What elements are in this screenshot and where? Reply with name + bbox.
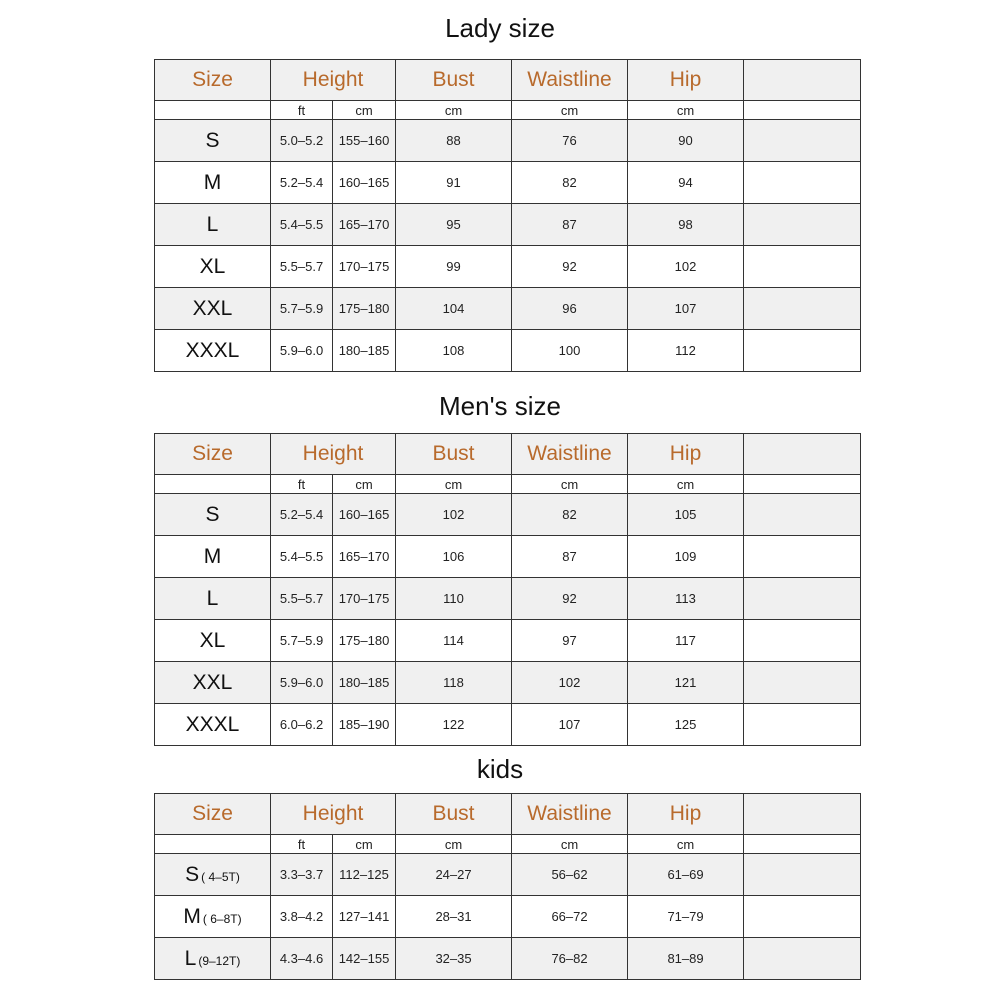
- height-ft-cell: 3.3–3.7: [271, 854, 333, 896]
- table-row: [155, 494, 861, 536]
- waist-unit: cm: [512, 835, 628, 854]
- size-unit-cell: [155, 475, 271, 494]
- size-label: XXL: [192, 296, 233, 320]
- height-ft-cell: 3.8–4.2: [271, 896, 333, 938]
- table-row: [155, 620, 861, 662]
- blank-unit-cell: [744, 835, 861, 854]
- bust-header: Bust: [396, 60, 512, 101]
- size-cell: [155, 120, 271, 162]
- lady-size-table: [154, 59, 861, 372]
- hip-cell: 98: [628, 204, 744, 246]
- size-label: XXL: [192, 670, 233, 694]
- hip-cell: 109: [628, 536, 744, 578]
- ft-unit: ft: [271, 475, 333, 494]
- waist-cell: 76–82: [512, 938, 628, 980]
- height-ft-cell: 5.5–5.7: [271, 246, 333, 288]
- waist-cell: 82: [512, 494, 628, 536]
- size-cell: [155, 330, 271, 372]
- size-cell: [155, 246, 271, 288]
- table-row: [155, 938, 861, 980]
- size-label: XL: [199, 628, 226, 652]
- hip-cell: 102: [628, 246, 744, 288]
- unit-row: [155, 475, 861, 494]
- height-cm-cell: 185–190: [333, 704, 396, 746]
- hip-cell: 112: [628, 330, 744, 372]
- height-cm-cell: 165–170: [333, 204, 396, 246]
- unit-row: [155, 835, 861, 854]
- size-cell: [155, 662, 271, 704]
- hip-header: Hip: [628, 794, 744, 835]
- waist-cell: 82: [512, 162, 628, 204]
- bust-cell: 28–31: [396, 896, 512, 938]
- size-header: Size: [155, 60, 271, 101]
- cm-unit: cm: [333, 835, 396, 854]
- table-row: [155, 536, 861, 578]
- hip-unit: cm: [628, 101, 744, 120]
- height-cm-cell: 160–165: [333, 494, 396, 536]
- blank-cell: [744, 330, 861, 372]
- waist-cell: 102: [512, 662, 628, 704]
- bust-cell: 106: [396, 536, 512, 578]
- blank-cell: [744, 494, 861, 536]
- size-unit-cell: [155, 835, 271, 854]
- height-header: Height: [271, 794, 396, 835]
- blank-unit-cell: [744, 475, 861, 494]
- size-cell: [155, 620, 271, 662]
- size-label: L: [206, 212, 219, 236]
- blank-cell: [744, 662, 861, 704]
- size-label: S: [205, 128, 220, 152]
- bust-cell: 108: [396, 330, 512, 372]
- blank-cell: [744, 578, 861, 620]
- height-cm-cell: 180–185: [333, 330, 396, 372]
- height-cm-cell: 160–165: [333, 162, 396, 204]
- blank-cell: [744, 162, 861, 204]
- height-ft-cell: 5.5–5.7: [271, 578, 333, 620]
- size-label: L: [184, 946, 197, 970]
- height-ft-cell: 5.7–5.9: [271, 288, 333, 330]
- blank-header-cell: [744, 794, 861, 835]
- size-label: L: [206, 586, 219, 610]
- size-cell: [155, 578, 271, 620]
- mens-size-table: [154, 433, 861, 746]
- hip-header: Hip: [628, 434, 744, 475]
- bust-unit: cm: [396, 475, 512, 494]
- height-ft-cell: 6.0–6.2: [271, 704, 333, 746]
- waist-cell: 76: [512, 120, 628, 162]
- hip-cell: 113: [628, 578, 744, 620]
- waist-unit: cm: [512, 475, 628, 494]
- hip-cell: 117: [628, 620, 744, 662]
- height-cm-cell: 142–155: [333, 938, 396, 980]
- height-ft-cell: 5.4–5.5: [271, 204, 333, 246]
- size-label: M: [203, 170, 222, 194]
- height-ft-cell: 5.9–6.0: [271, 662, 333, 704]
- height-cm-cell: 175–180: [333, 620, 396, 662]
- height-ft-cell: 5.2–5.4: [271, 494, 333, 536]
- cm-unit: cm: [333, 101, 396, 120]
- bust-cell: 91: [396, 162, 512, 204]
- age-range-label: ( 6–8T): [202, 911, 242, 926]
- bust-cell: 114: [396, 620, 512, 662]
- hip-cell: 61–69: [628, 854, 744, 896]
- age-range-label: (9–12T): [198, 953, 241, 968]
- waist-cell: 66–72: [512, 896, 628, 938]
- size-cell: [155, 854, 271, 896]
- height-cm-cell: 127–141: [333, 896, 396, 938]
- hip-cell: 71–79: [628, 896, 744, 938]
- blank-header-cell: [744, 434, 861, 475]
- table-row: [155, 704, 861, 746]
- table-row: [155, 896, 861, 938]
- bust-cell: 99: [396, 246, 512, 288]
- waist-cell: 92: [512, 578, 628, 620]
- table-row: [155, 662, 861, 704]
- height-ft-cell: 5.4–5.5: [271, 536, 333, 578]
- height-header: Height: [271, 60, 396, 101]
- blank-cell: [744, 120, 861, 162]
- waist-cell: 96: [512, 288, 628, 330]
- height-cm-cell: 170–175: [333, 246, 396, 288]
- height-cm-cell: 170–175: [333, 578, 396, 620]
- hip-header: Hip: [628, 60, 744, 101]
- blank-cell: [744, 204, 861, 246]
- blank-cell: [744, 704, 861, 746]
- ft-unit: ft: [271, 835, 333, 854]
- bust-cell: 102: [396, 494, 512, 536]
- kids-size-table: [154, 793, 861, 980]
- height-ft-cell: 4.3–4.6: [271, 938, 333, 980]
- header-row: [155, 60, 861, 101]
- waistline-header: Waistline: [512, 60, 628, 101]
- waist-cell: 87: [512, 204, 628, 246]
- waist-unit: cm: [512, 101, 628, 120]
- blank-cell: [744, 854, 861, 896]
- ft-unit: ft: [271, 101, 333, 120]
- height-cm-cell: 180–185: [333, 662, 396, 704]
- lady-size-title: Lady size: [445, 13, 555, 43]
- height-ft-cell: 5.0–5.2: [271, 120, 333, 162]
- hip-cell: 105: [628, 494, 744, 536]
- blank-cell: [744, 288, 861, 330]
- bust-cell: 104: [396, 288, 512, 330]
- height-ft-cell: 5.7–5.9: [271, 620, 333, 662]
- size-header: Size: [155, 434, 271, 475]
- waist-cell: 100: [512, 330, 628, 372]
- size-header: Size: [155, 794, 271, 835]
- blank-cell: [744, 536, 861, 578]
- bust-cell: 24–27: [396, 854, 512, 896]
- height-cm-cell: 175–180: [333, 288, 396, 330]
- header-row: [155, 434, 861, 475]
- size-cell: [155, 204, 271, 246]
- size-cell: [155, 494, 271, 536]
- kids-size-title: kids: [476, 754, 524, 784]
- table-row: [155, 330, 861, 372]
- hip-cell: 125: [628, 704, 744, 746]
- waistline-header: Waistline: [512, 434, 628, 475]
- height-cm-cell: 165–170: [333, 536, 396, 578]
- waist-cell: 97: [512, 620, 628, 662]
- size-label: XXXL: [185, 338, 240, 362]
- bust-unit: cm: [396, 101, 512, 120]
- bust-cell: 118: [396, 662, 512, 704]
- waist-cell: 92: [512, 246, 628, 288]
- hip-cell: 94: [628, 162, 744, 204]
- table-row: [155, 578, 861, 620]
- blank-cell: [744, 246, 861, 288]
- cm-unit: cm: [333, 475, 396, 494]
- size-label: XL: [199, 254, 226, 278]
- table-row: [155, 288, 861, 330]
- blank-cell: [744, 938, 861, 980]
- header-row: [155, 794, 861, 835]
- height-cm-cell: 112–125: [333, 854, 396, 896]
- bust-cell: 122: [396, 704, 512, 746]
- waistline-header: Waistline: [512, 794, 628, 835]
- size-label: S: [205, 502, 220, 526]
- size-label: M: [203, 544, 222, 568]
- size-cell: [155, 704, 271, 746]
- age-range-label: ( 4–5T): [201, 869, 240, 884]
- size-label: M: [183, 904, 201, 928]
- size-unit-cell: [155, 101, 271, 120]
- blank-header-cell: [744, 60, 861, 101]
- waist-cell: 107: [512, 704, 628, 746]
- table-row: [155, 246, 861, 288]
- hip-unit: cm: [628, 835, 744, 854]
- bust-cell: 32–35: [396, 938, 512, 980]
- bust-cell: 110: [396, 578, 512, 620]
- height-cm-cell: 155–160: [333, 120, 396, 162]
- hip-cell: 121: [628, 662, 744, 704]
- size-label: XXXL: [185, 712, 240, 736]
- blank-unit-cell: [744, 101, 861, 120]
- table-row: [155, 204, 861, 246]
- waist-cell: 87: [512, 536, 628, 578]
- bust-header: Bust: [396, 794, 512, 835]
- bust-header: Bust: [396, 434, 512, 475]
- size-cell: [155, 938, 271, 980]
- hip-cell: 90: [628, 120, 744, 162]
- table-row: [155, 162, 861, 204]
- hip-unit: cm: [628, 475, 744, 494]
- blank-cell: [744, 896, 861, 938]
- hip-cell: 81–89: [628, 938, 744, 980]
- mens-size-title: Men's size: [438, 391, 561, 421]
- size-cell: [155, 288, 271, 330]
- size-cell: [155, 162, 271, 204]
- waist-cell: 56–62: [512, 854, 628, 896]
- table-row: [155, 120, 861, 162]
- height-header: Height: [271, 434, 396, 475]
- bust-cell: 88: [396, 120, 512, 162]
- hip-cell: 107: [628, 288, 744, 330]
- height-ft-cell: 5.2–5.4: [271, 162, 333, 204]
- bust-unit: cm: [396, 835, 512, 854]
- size-cell: [155, 536, 271, 578]
- table-row: [155, 854, 861, 896]
- size-label: S: [185, 862, 200, 886]
- size-cell: [155, 896, 271, 938]
- height-ft-cell: 5.9–6.0: [271, 330, 333, 372]
- bust-cell: 95: [396, 204, 512, 246]
- unit-row: [155, 101, 861, 120]
- blank-cell: [744, 620, 861, 662]
